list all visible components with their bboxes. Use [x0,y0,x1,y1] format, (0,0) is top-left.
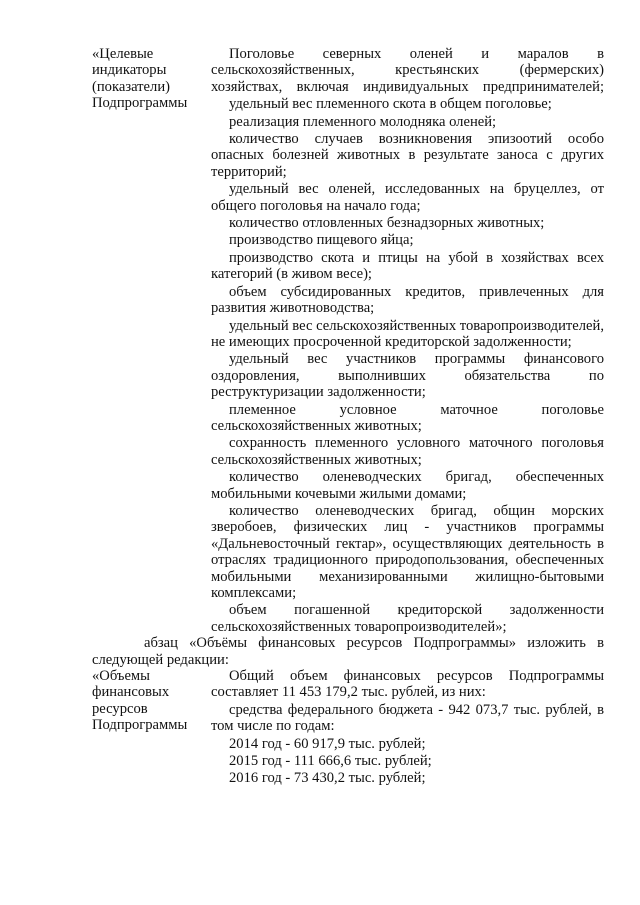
financial-resources-content [211,668,604,787]
indicator-paragraph: объем погашенной кредиторской задолженности сельскохозяйственных товаропроизводителей»; [211,602,604,635]
label-line: «Целевые [92,46,154,62]
indicator-paragraph: количество случаев возникновения эпизоотий особо опасных болезней животных в результате заноса с других территорий; [211,131,604,180]
indicator-paragraph: объем субсидированных кредитов, привлеченных для развития животноводства; [211,283,604,317]
indicator-paragraph: сохранность племенного условного маточного поголовья сельскохозяйственных животных; [211,435,604,468]
finance-year-line: 2016 год - 73 430,2 тыс. рублей; [229,770,426,787]
indicator-paragraph: реализация племенного молодняка оленей; [229,113,497,130]
financial-resources-label [92,668,211,734]
indicator-paragraph: удельный вес участников программы финансового оздоровления, выполнивших обязательства по реструктуризации задолженности; [211,351,604,401]
label-line: ресурсов [92,700,148,717]
label-line: «Объемы [92,668,150,685]
indicator-paragraph: удельный вес оленей, исследованных на бруцеллез, от общего поголовья на начало года; [211,181,604,214]
indicator-paragraph: производство скота и птицы на убой в хозяйствах всех категорий (в живом весе); [211,249,604,283]
financial-resources-section [92,668,604,787]
amendment-paragraph: абзац «Объёмы финансовых ресурсов Подпрограммы» изложить в следующей редакции: [92,635,604,668]
finance-year-line: 2015 год - 111 666,6 тыс. рублей; [229,753,432,770]
target-indicators-label [92,46,211,112]
target-indicators-section [92,46,604,635]
indicator-paragraph: производство пищевого яйца; [229,232,414,249]
finance-year-line: 2014 год - 60 917,9 тыс. рублей; [229,735,426,752]
finance-paragraph: Общий объем финансовых ресурсов Подпрограммы составляет 11 453 179,2 тыс. рублей, из них: [211,668,604,701]
document-page [92,46,604,787]
target-indicators-content [211,46,604,635]
label-line: Подпрограммы [92,717,188,734]
indicator-paragraph: Поголовье северных оленей и маралов в сельскохозяйственных, крестьянских (фермерских) хозяйствах, включая индивидуальных предпринимателей; [211,46,604,95]
indicator-paragraph: количество отловленных безнадзорных животных; [229,215,545,232]
indicator-paragraph: племенное условное маточное поголовье сельскохозяйственных животных; [211,401,604,434]
indicator-paragraph: удельный вес сельскохозяйственных товаропроизводителей, не имеющих просроченной кредиторской задолженности; [211,317,604,350]
label-line: Подпрограммы [92,95,188,112]
indicator-paragraph: количество оленеводческих бригад, общин морских зверобоев, физических лиц - участников программы «Дальневосточный гектар», осуществляющих деятельность в отраслях традиционного природопользования, обеспеченных мобильными механизированными жилищно-бытовыми комплексами; [211,502,604,601]
label-line: (показатели) [92,78,170,95]
indicator-paragraph: количество оленеводческих бригад, обеспеченных мобильными кочевыми жилыми домами; [211,469,604,502]
indicator-paragraph: удельный вес племенного скота в общем поголовье; [229,96,552,113]
label-line: индикаторы [92,62,167,79]
label-line: финансовых [92,684,170,701]
finance-paragraph: средства федерального бюджета - 942 073,7 тыс. рублей, в том числе по годам: [211,701,604,735]
